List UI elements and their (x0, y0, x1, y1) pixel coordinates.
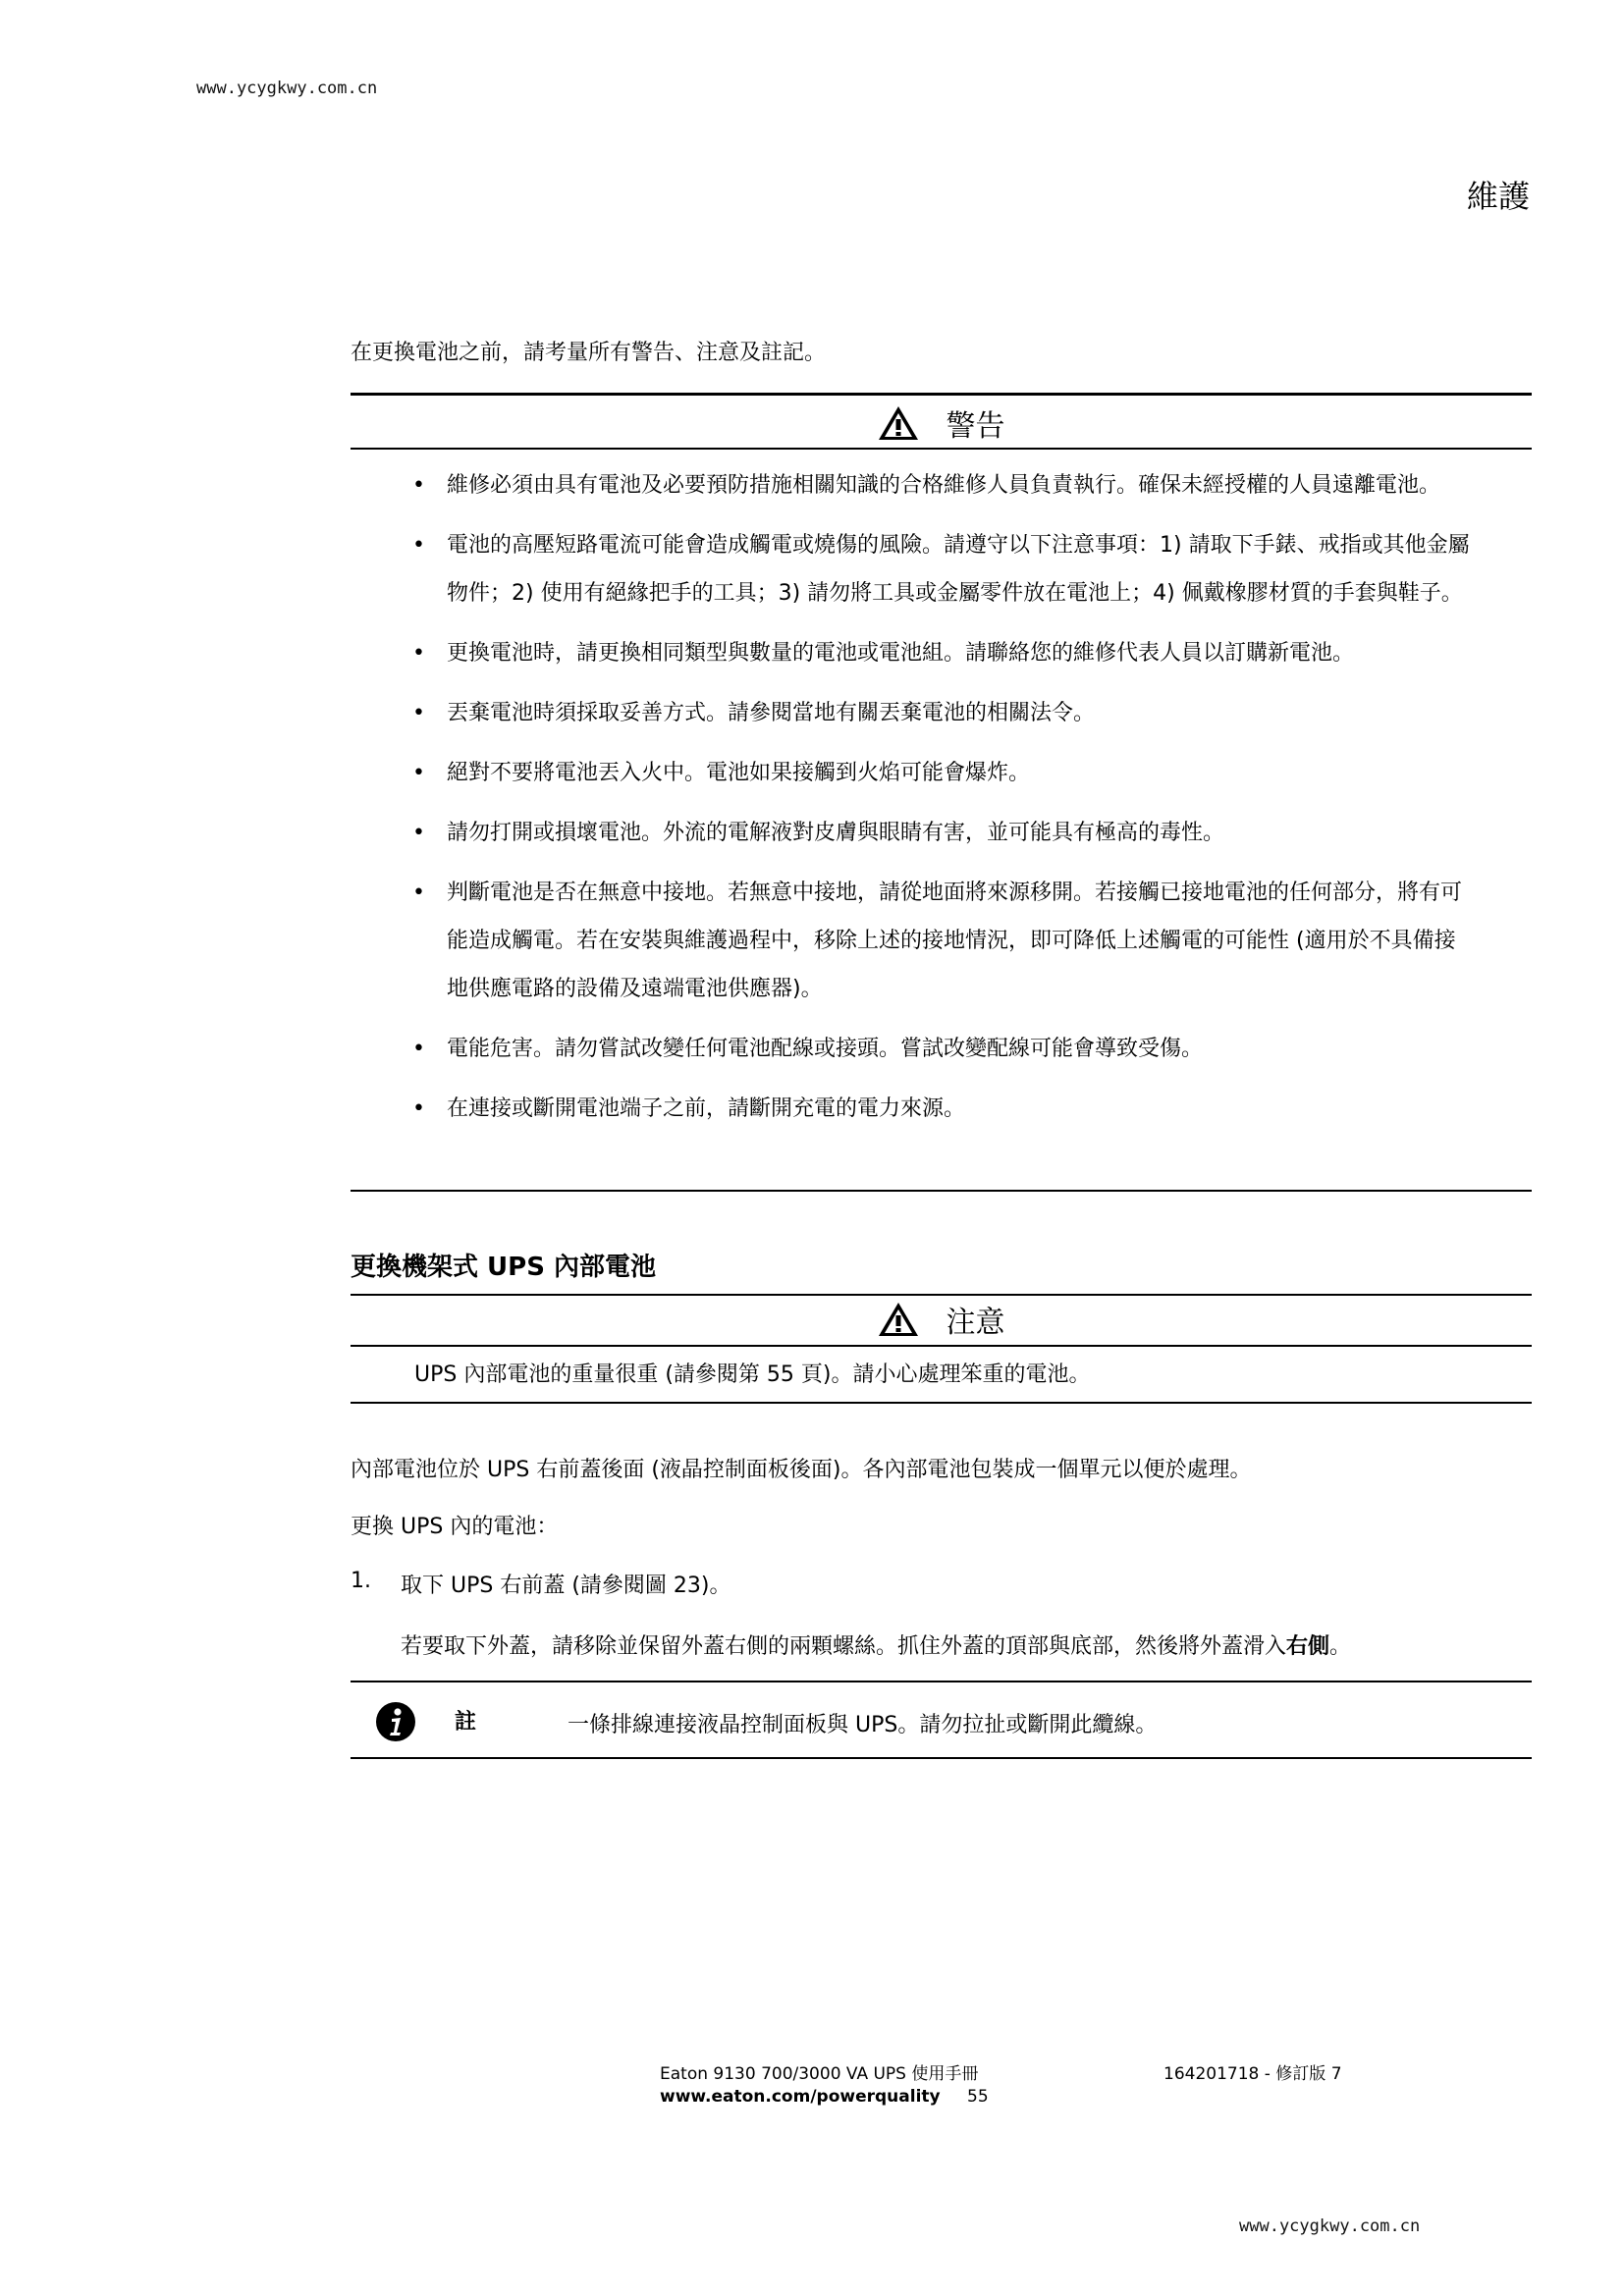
warning-item: • 在連接或斷開電池端子之前，請斷開充電的電力來源。 (412, 1085, 1473, 1133)
footer-doc-number: 164201718 - 修訂版 7 (1163, 2064, 1342, 2084)
warning-triangle-icon (878, 405, 919, 441)
warning-item: • 更換電池時，請更換相同類型與數量的電池或電池組。請聯絡您的維修代表人員以訂購新電池。 (412, 629, 1473, 677)
note-label: 註 (455, 1710, 477, 1735)
warning-title: 警告 (946, 409, 1005, 444)
warning-item: • 丟棄電池時須採取妥善方式。請參閱當地有關丟棄電池的相關法令。 (412, 689, 1473, 737)
step-detail-text: 若要取下外蓋，請移除並保留外蓋右側的兩顆螺絲。抓住外蓋的頂部與底部，然後將外蓋滑入 (401, 1634, 1287, 1659)
intro-text: 在更換電池之前，請考量所有警告、注意及註記。 (351, 341, 827, 365)
caution-text: UPS 內部電池的重量很重 (請參閱第 55 頁)。請小心處理笨重的電池。 (414, 1362, 1091, 1387)
step-number: 1. (351, 1569, 371, 1593)
warning-header-rule (351, 448, 1532, 450)
watermark-bottom: www.ycygkwy.com.cn (1239, 2216, 1421, 2236)
page-number: 55 (967, 2087, 989, 2107)
warning-item: • 絕對不要將電池丟入火中。電池如果接觸到火焰可能會爆炸。 (412, 749, 1473, 797)
warning-top-rule (351, 393, 1532, 396)
footer-doc-title: Eaton 9130 700/3000 VA UPS 使用手冊 (660, 2064, 979, 2084)
step-detail-emphasis: 右側 (1286, 1634, 1330, 1659)
note-text: 一條排線連接液晶控制面板與 UPS。請勿拉扯或斷開此纜線。 (568, 1713, 1158, 1737)
warning-item: • 維修必須由具有電池及必要預防措施相關知識的合格維修人員負責執行。確保未經授權的人員遠離電池。 (412, 461, 1473, 509)
subheading: 更換機架式 UPS 內部電池 (351, 1253, 656, 1282)
note-bottom-rule (351, 1757, 1532, 1759)
step-detail (401, 1629, 1351, 1660)
warning-bottom-rule (351, 1190, 1532, 1192)
warning-triangle-icon (878, 1302, 919, 1337)
info-icon (375, 1701, 416, 1742)
footer-url: www.eaton.com/powerquality (660, 2087, 941, 2107)
caution-bottom-rule (351, 1402, 1532, 1404)
warning-item: • 請勿打開或損壞電池。外流的電解液對皮膚與眼睛有害，並可能具有極高的毒性。 (412, 809, 1473, 857)
body-paragraph: 內部電池位於 UPS 右前蓋後面 (液晶控制面板後面)。各內部電池包裝成一個單元以便於處理。 (351, 1458, 1252, 1482)
warning-item: • 電池的高壓短路電流可能會造成觸電或燒傷的風險。請遵守以下注意事項：1) 請取下手錶、戒指或其他金屬物件；2) 使用有絕緣把手的工具；3) 請勿將工具或金屬零件放在電池上；4) 佩戴橡膠材質的手套與鞋子。 (412, 521, 1473, 617)
step-detail-end: 。 (1329, 1634, 1352, 1659)
watermark-top: www.ycygkwy.com.cn (196, 79, 378, 98)
warning-item: • 判斷電池是否在無意中接地。若無意中接地，請從地面將來源移開。若接觸已接地電池的任何部分，將有可能造成觸電。若在安裝與維護過程中，移除上述的接地情況，即可降低上述觸電的可能性 (適用於不具備接地供應電路的設備及遠端電池供應器)。 (412, 869, 1473, 1013)
body-paragraph: 更換 UPS 內的電池： (351, 1515, 559, 1539)
step-text: 取下 UPS 右前蓋 (請參閱圖 23)。 (401, 1574, 731, 1598)
caution-banner (351, 1298, 1532, 1341)
section-title: 維護 (1466, 178, 1530, 215)
note-top-rule (351, 1681, 1532, 1682)
warning-banner (351, 400, 1532, 446)
warning-item: • 電能危害。請勿嘗試改變任何電池配線或接頭。嘗試改變配線可能會導致受傷。 (412, 1025, 1473, 1073)
caution-top-rule (351, 1294, 1532, 1296)
warning-list (412, 461, 1473, 1145)
caution-title: 注意 (946, 1306, 1005, 1340)
caution-header-rule (351, 1345, 1532, 1347)
